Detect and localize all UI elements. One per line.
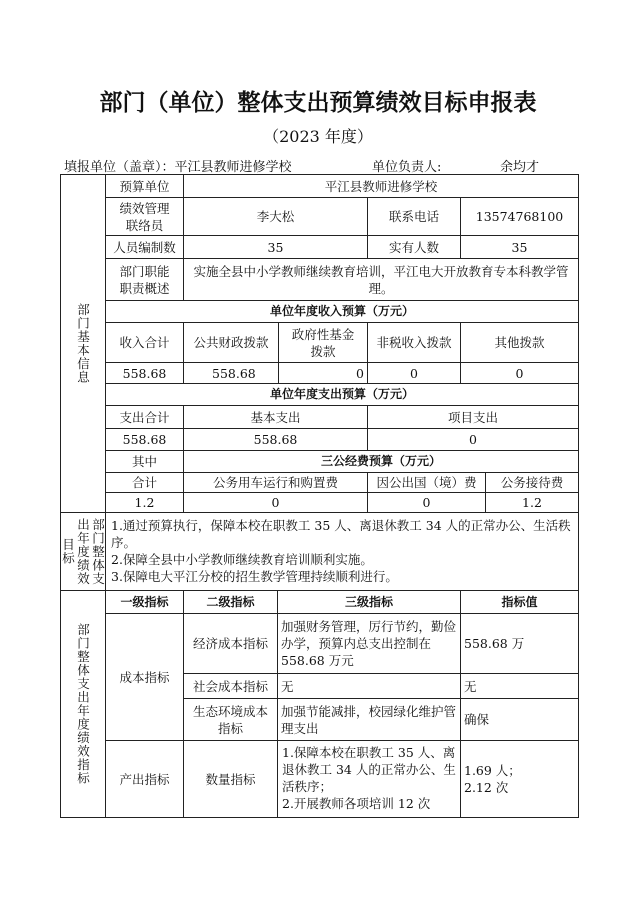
sangong-value: 0 <box>367 492 486 513</box>
indicator-l2: 经济成本指标 <box>183 613 278 674</box>
sangong-header: 公务接待费 <box>485 472 579 493</box>
expense-header: 基本支出 <box>183 405 368 429</box>
indicator-value <box>460 740 579 818</box>
income-value: 558.68 <box>105 362 184 384</box>
contact-label: 绩效管理联络员 <box>105 197 184 236</box>
phone-label: 联系电话 <box>367 197 461 236</box>
page-title: 部门（单位）整体支出预算绩效目标申报表 <box>99 90 537 116</box>
indicator-l3: 加强节能减排，校园绿化维护管理支出 <box>277 698 461 741</box>
indicator-header: 指标值 <box>460 590 579 614</box>
indicator-l2: 生态环境成本指标 <box>183 698 278 741</box>
income-value: 0 <box>367 362 461 384</box>
goal-item: 2.保障全县中小学教师继续教育培训顺利实施。 <box>111 552 373 567</box>
sangong-value: 1.2 <box>485 492 579 513</box>
sangong-value: 1.2 <box>105 492 184 513</box>
sangong-header: 因公出国（境）费 <box>367 472 486 493</box>
goals-section-label: 部门整体支出年度绩效目标 <box>60 512 106 591</box>
indicator-header: 一级指标 <box>105 590 184 614</box>
indicator-l3: 无 <box>277 673 461 699</box>
indicators-section-label: 部门整体支出年度绩效指标 <box>60 590 106 818</box>
income-header: 政府性基金拨款 <box>278 322 368 363</box>
indicator-value-line: 2.12 次 <box>464 780 509 795</box>
basic-info-section-label: 部门基本信息 <box>60 174 106 513</box>
output-indicator-label: 产出指标 <box>105 740 184 818</box>
expense-value: 0 <box>367 428 579 451</box>
sangong-header: 公务用车运行和购置费 <box>183 472 368 493</box>
indicator-l2: 数量指标 <box>183 740 278 818</box>
contact-value: 李大松 <box>183 197 368 236</box>
income-value: 0 <box>460 362 579 384</box>
indicator-l3-line: 1.保障本校在职教工 35 人、离退休教工 34 人的正常办公、生活秩序； <box>282 745 456 794</box>
cost-indicator-label: 成本指标 <box>105 613 184 741</box>
sangong-value: 0 <box>183 492 368 513</box>
indicator-value-line: 1.69 人； <box>464 763 521 778</box>
income-header: 收入合计 <box>105 322 184 363</box>
expense-value: 558.68 <box>183 428 368 451</box>
income-value: 0 <box>278 362 368 384</box>
duty-label: 部门职能职责概述 <box>105 258 184 301</box>
expense-value: 558.68 <box>105 428 184 451</box>
income-value: 558.68 <box>183 362 279 384</box>
filing-unit: 填报单位（盖章）：平江县教师进修学校 <box>64 160 292 175</box>
duty-value: 实施全县中小学教师继续教育培训，平江电大开放教育专本科教学管理。 <box>183 258 579 301</box>
phone-value: 13574768100 <box>460 197 579 236</box>
indicator-header: 三级指标 <box>277 590 461 614</box>
income-header: 非税收入拨款 <box>367 322 461 363</box>
goal-item: 1.通过预算执行，保障本校在职教工 35 人、离退休教工 34 人的正常办公、生活秩序。 <box>111 518 571 550</box>
income-header: 其他拨款 <box>460 322 579 363</box>
expense-title: 单位年度支出预算（万元） <box>105 383 579 406</box>
indicator-l3: 加强财务管理，厉行节约，勤俭办学，预算内总支出控制在558.68 万元 <box>277 613 461 674</box>
staff-quota-value: 35 <box>183 235 368 259</box>
goal-item: 3.保障电大平江分校的招生教学管理持续顺利进行。 <box>111 569 398 584</box>
of-which-label: 其中 <box>105 450 184 473</box>
expense-header: 项目支出 <box>367 405 579 429</box>
staff-actual-label: 实有人数 <box>367 235 461 259</box>
goals-content <box>105 512 579 591</box>
indicator-value: 无 <box>460 673 579 699</box>
budget-unit-label: 预算单位 <box>105 174 184 198</box>
sangong-header: 合计 <box>105 472 184 493</box>
leader-name: 余均才 <box>500 160 540 175</box>
sangong-title: 三公经费预算（万元） <box>183 450 579 473</box>
income-title: 单位年度收入预算（万元） <box>105 300 579 323</box>
staff-actual-value: 35 <box>460 235 579 259</box>
year-subtitle: （2023 年度） <box>263 127 373 146</box>
indicator-header: 二级指标 <box>183 590 278 614</box>
budget-unit-value: 平江县教师进修学校 <box>183 174 579 198</box>
expense-header: 支出合计 <box>105 405 184 429</box>
indicator-l3 <box>277 740 461 818</box>
indicator-l3-line: 2.开展教师各项培训 12 次 <box>282 796 431 811</box>
income-header: 公共财政拨款 <box>183 322 279 363</box>
indicator-value: 确保 <box>460 698 579 741</box>
staff-quota-label: 人员编制数 <box>105 235 184 259</box>
indicator-l2: 社会成本指标 <box>183 673 278 699</box>
leader-label: 单位负责人: <box>372 160 442 175</box>
indicator-value: 558.68 万 <box>460 613 579 674</box>
